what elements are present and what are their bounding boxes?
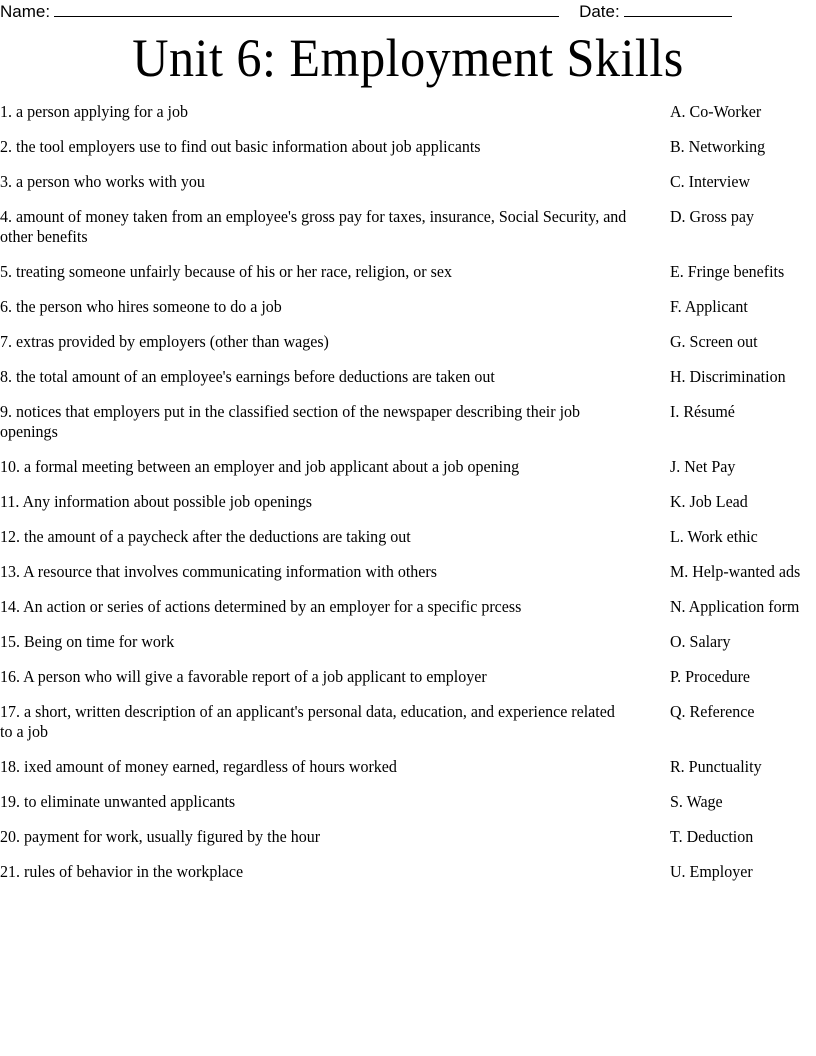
matching-row	[0, 297, 816, 317]
matching-question[interactable]: 18. ixed amount of money earned, regardless of hours worked	[0, 757, 397, 776]
matching-row	[0, 492, 816, 512]
matching-row	[0, 862, 816, 882]
matching-answer-option[interactable]: J. Net Pay	[670, 457, 736, 476]
matching-answer-option[interactable]: Q. Reference	[670, 702, 755, 721]
matching-question[interactable]: 3. a person who works with you	[0, 172, 205, 191]
matching-question[interactable]: 17. a short, written description of an applicant's personal data, education, and experience related to a job	[0, 702, 615, 741]
matching-answer-option[interactable]: O. Salary	[670, 632, 731, 651]
matching-question[interactable]: 5. treating someone unfairly because of his or her race, religion, or sex	[0, 262, 452, 281]
matching-row	[0, 702, 816, 742]
matching-row	[0, 562, 816, 582]
matching-question[interactable]: 2. the tool employers use to find out basic information about job applicants	[0, 137, 481, 156]
name-label: Name:	[0, 2, 51, 21]
matching-row	[0, 367, 816, 387]
matching-question[interactable]: 1. a person applying for a job	[0, 102, 189, 121]
matching-row	[0, 102, 816, 122]
matching-row	[0, 597, 816, 617]
matching-row	[0, 137, 816, 157]
matching-answer-option[interactable]: R. Punctuality	[670, 757, 762, 776]
matching-question[interactable]: 19. to eliminate unwanted applicants	[0, 792, 236, 811]
matching-question[interactable]: 6. the person who hires someone to do a job	[0, 297, 282, 316]
matching-question[interactable]: 10. a formal meeting between an employer and job applicant about a job opening	[0, 457, 520, 476]
matching-list	[0, 102, 816, 882]
matching-answer-option[interactable]: D. Gross pay	[670, 207, 755, 226]
matching-question[interactable]: 7. extras provided by employers (other than wages)	[0, 332, 329, 351]
matching-answer-option[interactable]: H. Discrimination	[670, 367, 786, 386]
matching-answer-option[interactable]: G. Screen out	[670, 332, 758, 351]
name-date-header	[0, 0, 816, 22]
matching-answer-option[interactable]: F. Applicant	[670, 297, 748, 316]
matching-answer-option[interactable]: A. Co-Worker	[670, 102, 762, 121]
matching-row	[0, 172, 816, 192]
matching-answer-option[interactable]: E. Fringe benefits	[670, 262, 785, 281]
page-title: Unit 6: Employment Skills	[132, 28, 684, 88]
matching-row	[0, 262, 816, 282]
matching-row	[0, 402, 816, 442]
matching-row	[0, 757, 816, 777]
date-label: Date:	[579, 2, 620, 21]
matching-row	[0, 207, 816, 247]
matching-answer-option[interactable]: S. Wage	[670, 792, 723, 811]
matching-row	[0, 332, 816, 352]
matching-question[interactable]: 12. the amount of a paycheck after the deductions are taking out	[0, 527, 411, 546]
matching-answer-option[interactable]: C. Interview	[670, 172, 751, 191]
matching-question[interactable]: 21. rules of behavior in the workplace	[0, 862, 244, 881]
matching-question[interactable]: 4. amount of money taken from an employee's gross pay for taxes, insurance, Social Security, and other benefits	[0, 207, 627, 246]
matching-answer-option[interactable]: K. Job Lead	[670, 492, 748, 511]
matching-row	[0, 792, 816, 812]
matching-question[interactable]: 8. the total amount of an employee's earnings before deductions are taken out	[0, 367, 495, 386]
matching-answer-option[interactable]: T. Deduction	[670, 827, 754, 846]
matching-question[interactable]: 13. A resource that involves communicating information with others	[0, 562, 437, 581]
matching-question[interactable]: 15. Being on time for work	[0, 632, 175, 651]
matching-question[interactable]: 16. A person who will give a favorable report of a job applicant to employer	[0, 667, 487, 686]
matching-question[interactable]: 20. payment for work, usually figured by the hour	[0, 827, 321, 846]
matching-answer-option[interactable]: L. Work ethic	[670, 527, 758, 546]
date-input-line[interactable]	[624, 3, 732, 17]
matching-question[interactable]: 9. notices that employers put in the classified section of the newspaper describing their job openings	[0, 402, 581, 441]
matching-answer-option[interactable]: M. Help-wanted ads	[670, 562, 801, 581]
matching-question[interactable]: 11. Any information about possible job openings	[0, 492, 312, 511]
matching-answer-option[interactable]: U. Employer	[670, 862, 753, 881]
matching-question[interactable]: 14. An action or series of actions determined by an employer for a specific prcess	[0, 597, 522, 616]
matching-answer-option[interactable]: I. Résumé	[670, 402, 735, 421]
name-input-line[interactable]	[54, 3, 559, 17]
matching-row	[0, 457, 816, 477]
matching-answer-option[interactable]: N. Application form	[670, 597, 800, 616]
matching-row	[0, 667, 816, 687]
matching-answer-option[interactable]: B. Networking	[670, 137, 766, 156]
matching-row	[0, 632, 816, 652]
matching-answer-option[interactable]: P. Procedure	[670, 667, 751, 686]
matching-row	[0, 827, 816, 847]
matching-row	[0, 527, 816, 547]
